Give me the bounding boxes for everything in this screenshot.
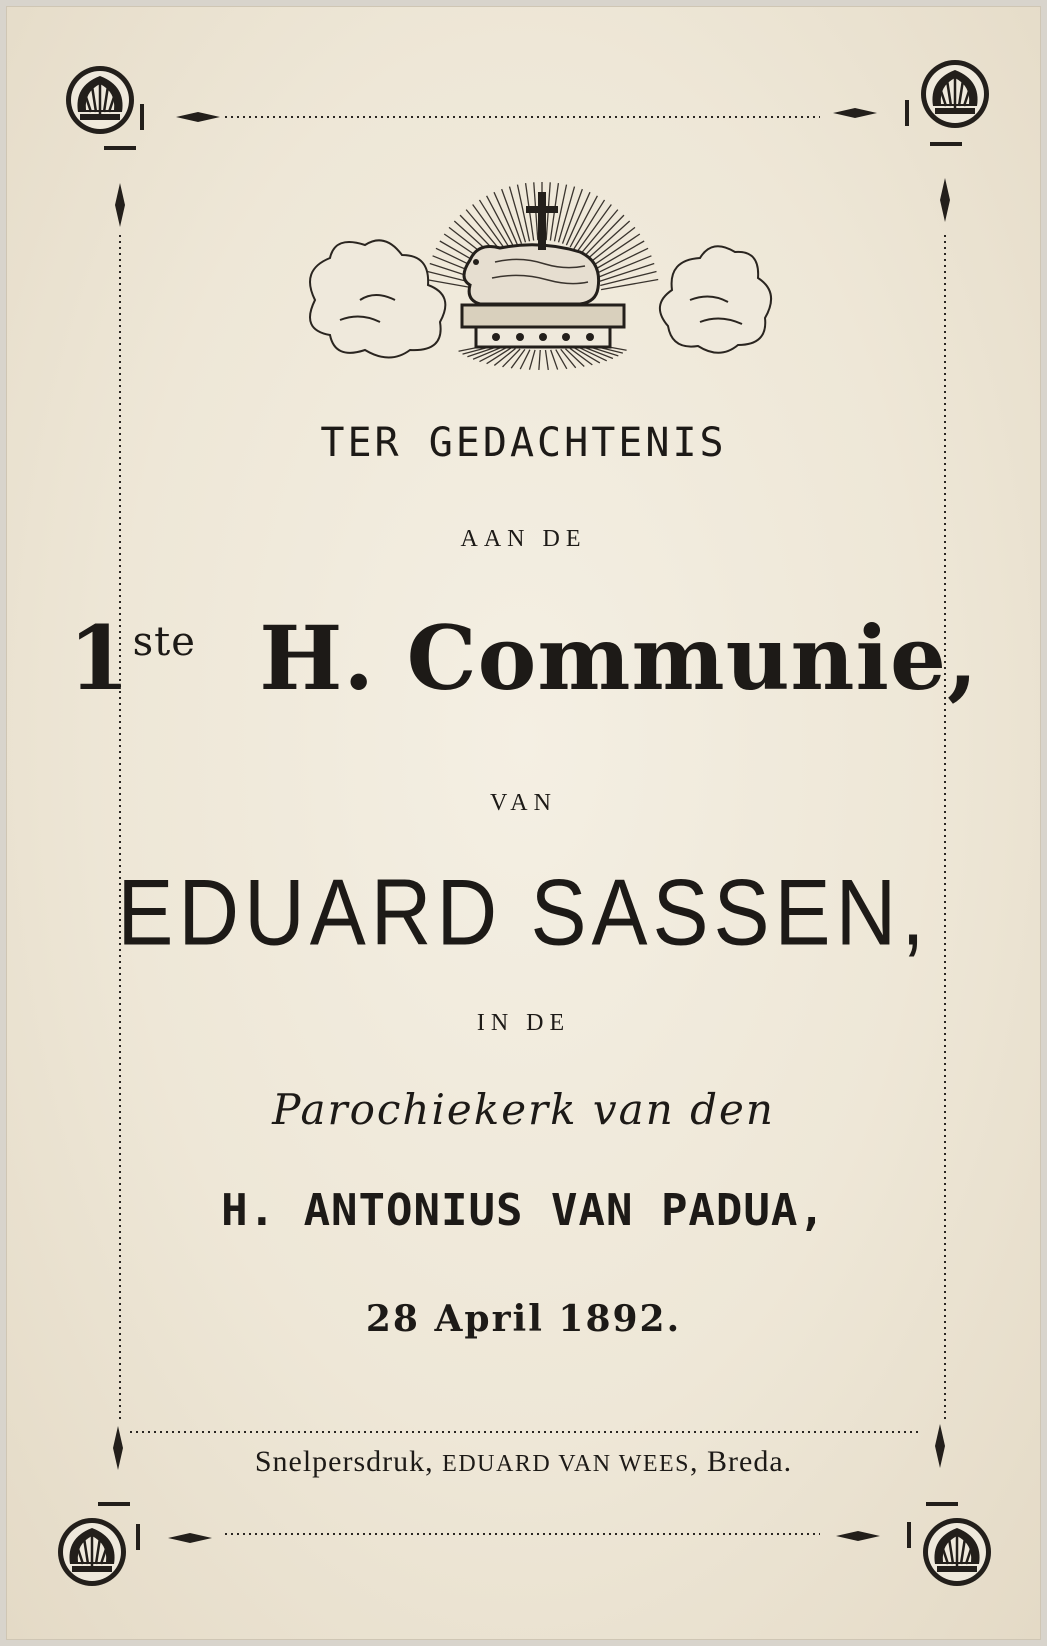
communion-number: 1 bbox=[68, 606, 131, 710]
printer-suffix: , Breda. bbox=[690, 1445, 793, 1478]
memorial-heading: TER GEDACHTENIS bbox=[320, 420, 727, 466]
communicant-name: EDUARD SASSEN, bbox=[117, 859, 930, 965]
communion-date: 28 April 1892. bbox=[365, 1298, 682, 1340]
printer-prefix: Snelpersdruk, bbox=[254, 1445, 443, 1478]
communion-title bbox=[0, 606, 1047, 710]
corner-ornament-top-left bbox=[66, 66, 220, 227]
saint-name: H. ANTONIUS VAN PADUA, bbox=[221, 1185, 826, 1236]
connector-in-de: IN DE bbox=[476, 1010, 571, 1036]
printer-name: EDUARD VAN WEES bbox=[442, 1451, 691, 1477]
corner-ornament-top-right bbox=[833, 60, 989, 222]
church-line: Parochiekerk van den bbox=[272, 1085, 775, 1134]
connector-aan-de: AAN DE bbox=[460, 526, 587, 552]
lamb-of-god-icon bbox=[310, 182, 771, 370]
printer-credit bbox=[0, 1445, 1047, 1479]
connector-van: VAN bbox=[490, 790, 557, 816]
communion-ordinal: ste bbox=[132, 619, 196, 665]
communion-text: H. Communie, bbox=[259, 606, 979, 710]
